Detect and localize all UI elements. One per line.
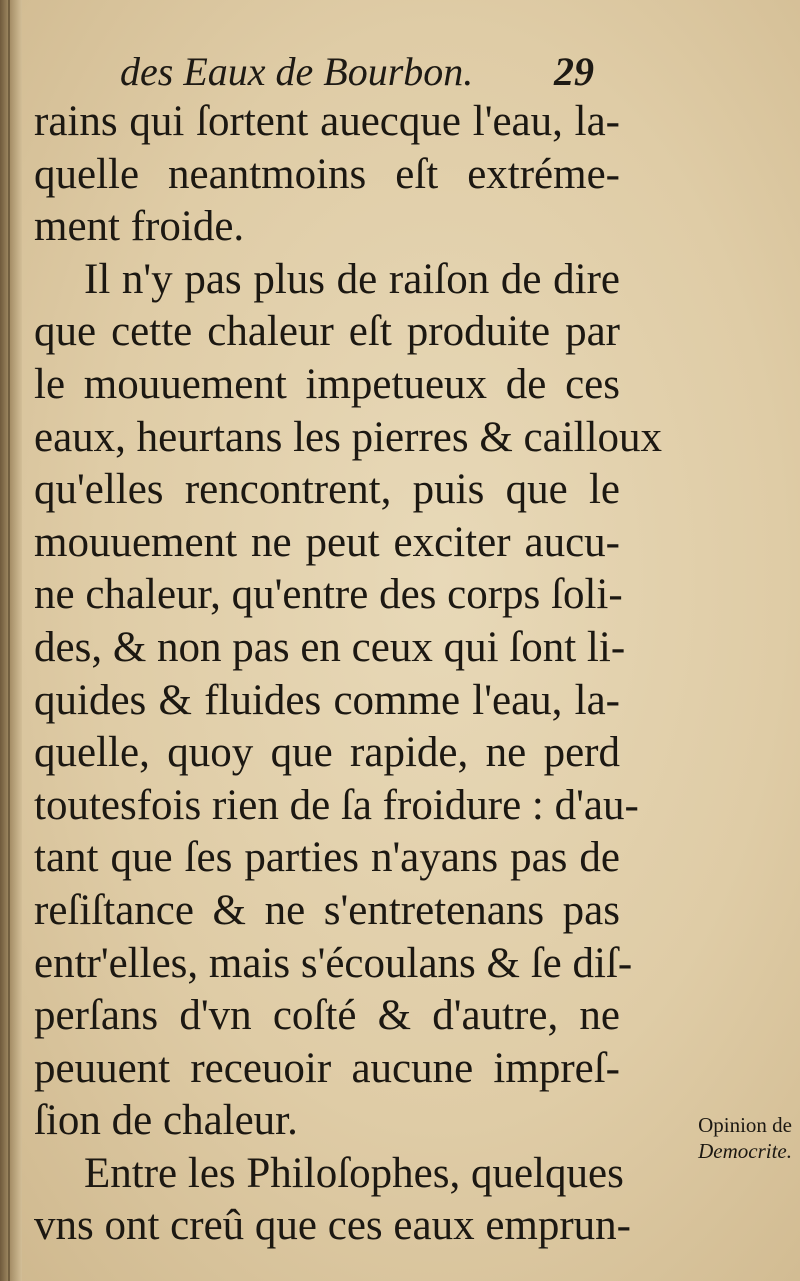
binding-gutter: [0, 0, 22, 1281]
text-line: entr'elles, mais s'écoulans & ſe diſ-: [34, 939, 633, 987]
text-line: ſion de chaleur.: [34, 1097, 298, 1145]
text-line: rains qui ſortent auecque l'eau, la-: [34, 98, 620, 145]
text-line: toutesfois rien de ſa froidure : d'au-: [34, 781, 639, 829]
text-line: ne chaleur, qu'entre des corps ſoli-: [34, 571, 623, 619]
margin-note: [606, 1112, 792, 1164]
margin-note-line: Democrite.: [698, 1139, 792, 1163]
text-line: vns ont creû que ces eaux emprun-: [34, 1202, 632, 1250]
page-header: [120, 44, 640, 104]
text-line: Entre les Philoſophes, quelques: [84, 1149, 624, 1197]
text-line: mouuement ne peut exciter aucu-: [34, 518, 620, 566]
text-line: quelle neantmoins eſt extréme-: [34, 150, 620, 198]
text-line: perſans d'vn coſté & d'autre, ne: [34, 992, 620, 1040]
text-line: tant que ſes parties n'ayans pas de: [34, 834, 620, 882]
body-text: [34, 96, 663, 1253]
text-line: qu'elles rencontrent, puis que le: [34, 466, 620, 514]
text-line: des, & non pas en ceux qui ſont li-: [34, 623, 626, 671]
text-line: reſiſtance & ne s'entretenans pas: [34, 886, 620, 934]
text-line: Il n'y pas plus de raiſon de dire: [84, 255, 620, 303]
running-head: des Eaux de Bourbon.: [120, 49, 474, 94]
page-number: 29: [554, 49, 594, 94]
gutter-shadow-line: [8, 0, 10, 1281]
text-line: ment froide.: [34, 203, 245, 251]
margin-note-line: Opinion de: [698, 1113, 792, 1137]
text-line: eaux, heurtans les pierres & cailloux: [34, 413, 663, 461]
text-line: quides & fluides comme l'eau, la-: [34, 676, 620, 724]
text-line: quelle, quoy que rapide, ne perd: [34, 729, 620, 777]
text-line: le mouuement impetueux de ces: [34, 360, 620, 408]
text-line: peuuent receuoir aucune impreſ-: [34, 1044, 620, 1092]
text-line: que cette chaleur eſt produite par: [34, 308, 620, 356]
